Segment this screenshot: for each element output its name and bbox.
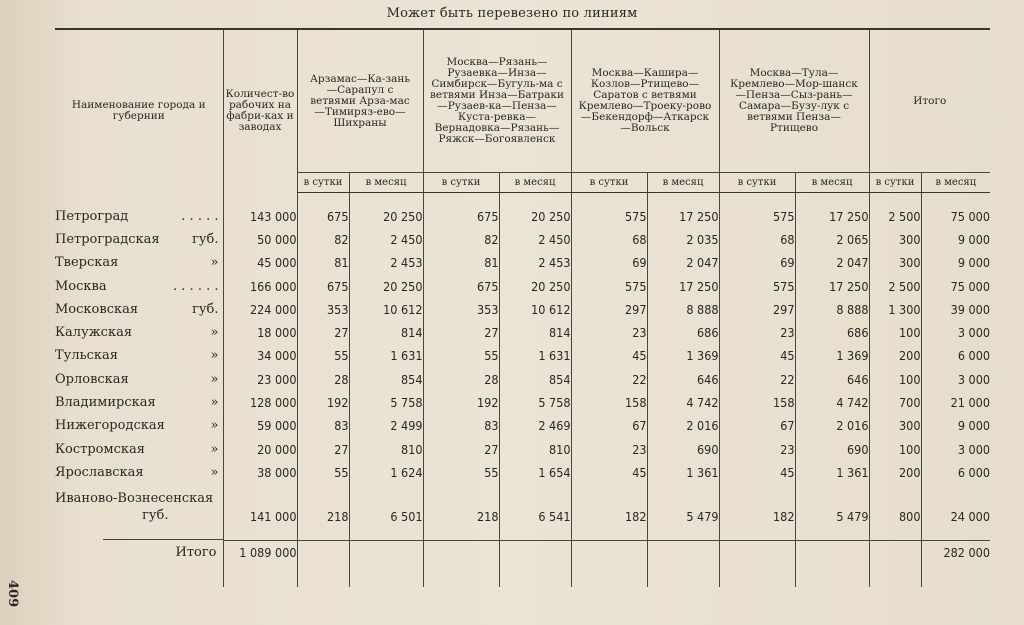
cell-value: 39 000	[921, 298, 990, 321]
cell-value: 100	[869, 437, 921, 460]
cell-value: 5 758	[349, 391, 423, 414]
cell-value: 854	[499, 368, 571, 391]
cell-value: 158	[571, 391, 647, 414]
cell-value: 3 000	[921, 368, 990, 391]
cell-value: 81	[423, 251, 499, 274]
cell-value: 575	[719, 274, 795, 297]
cell-value: 2 453	[499, 251, 571, 274]
row-name: Тверская »	[55, 255, 219, 271]
row-name: Московская губ.	[55, 301, 219, 317]
cell-value: 686	[795, 321, 869, 344]
cell-value: 75 000	[921, 205, 990, 228]
cell-value: 182	[571, 484, 647, 528]
table-row	[55, 461, 990, 484]
cell-value: 23	[719, 321, 795, 344]
row-name: Тульская »	[55, 348, 219, 364]
cell-value: 69	[719, 251, 795, 274]
table-body	[55, 205, 990, 485]
cell-value: 182	[719, 484, 795, 528]
cell-value: 17 250	[647, 274, 719, 297]
cell-value: 158	[719, 391, 795, 414]
cell-workers: 45 000	[223, 251, 297, 274]
subheader-per-day: в сутки	[571, 173, 647, 192]
cell-value: 2 047	[647, 251, 719, 274]
table-row	[55, 298, 990, 321]
cell-value: 21 000	[921, 391, 990, 414]
subheader-per-month: в месяц	[647, 173, 719, 192]
table-row	[55, 251, 990, 274]
cell-value: 17 250	[795, 205, 869, 228]
cell-value: 2 450	[349, 228, 423, 251]
freight-table	[55, 28, 990, 587]
page-number: 409	[5, 580, 20, 608]
cell-value: 1 654	[499, 461, 571, 484]
cell-value: 20 250	[499, 205, 571, 228]
cell-value: 8 888	[647, 298, 719, 321]
cell-value: 83	[297, 414, 349, 437]
total-workers: 1 089 000	[223, 541, 297, 588]
cell-value: 75 000	[921, 274, 990, 297]
table-row	[55, 484, 990, 528]
cell-value: 5 479	[647, 484, 719, 528]
cell-value: 27	[423, 321, 499, 344]
cell-value: 10 612	[349, 298, 423, 321]
header-total: Итого	[869, 30, 990, 173]
cell-value: 675	[297, 205, 349, 228]
cell-value: 5 758	[499, 391, 571, 414]
cell-value: 353	[423, 298, 499, 321]
row-name: Петроград . . . . .	[55, 208, 219, 224]
cell-value: 1 631	[499, 344, 571, 367]
cell-value: 83	[423, 414, 499, 437]
table-caption: Может быть перевезено по линиям	[386, 6, 638, 21]
cell-value: 1 300	[869, 298, 921, 321]
cell-value: 1 631	[349, 344, 423, 367]
cell-value: 218	[297, 484, 349, 528]
cell-value: 2 047	[795, 251, 869, 274]
table-row	[55, 344, 990, 367]
cell-value: 17 250	[647, 205, 719, 228]
cell-value: 814	[499, 321, 571, 344]
table-row	[55, 368, 990, 391]
cell-value: 68	[571, 228, 647, 251]
subheader-per-month: в месяц	[795, 173, 869, 192]
cell-value: 6 000	[921, 461, 990, 484]
cell-value: 2 453	[349, 251, 423, 274]
cell-value: 297	[571, 298, 647, 321]
cell-value: 55	[297, 461, 349, 484]
cell-value: 1 369	[795, 344, 869, 367]
table-row	[55, 437, 990, 460]
cell-value: 4 742	[795, 391, 869, 414]
cell-value: 686	[647, 321, 719, 344]
cell-value: 200	[869, 461, 921, 484]
cell-value: 67	[719, 414, 795, 437]
cell-value: 700	[869, 391, 921, 414]
cell-value: 192	[423, 391, 499, 414]
table-row	[55, 274, 990, 297]
cell-value: 82	[423, 228, 499, 251]
cell-value: 100	[869, 368, 921, 391]
cell-workers: 18 000	[223, 321, 297, 344]
cell-value: 9 000	[921, 251, 990, 274]
cell-workers: 224 000	[223, 298, 297, 321]
cell-value: 2 016	[647, 414, 719, 437]
subheader-per-day: в сутки	[423, 173, 499, 192]
header-workers: Количест-во рабочих на фабри-ках и заводах	[223, 30, 297, 192]
cell-value: 575	[571, 205, 647, 228]
cell-value: 27	[297, 437, 349, 460]
cell-value: 297	[719, 298, 795, 321]
cell-workers: 23 000	[223, 368, 297, 391]
total-label: Итого	[175, 544, 217, 560]
cell-value: 854	[349, 368, 423, 391]
cell-value: 810	[499, 437, 571, 460]
cell-workers: 166 000	[223, 274, 297, 297]
cell-value: 45	[571, 461, 647, 484]
total-row	[55, 541, 990, 588]
cell-value: 23	[571, 321, 647, 344]
cell-value: 810	[349, 437, 423, 460]
cell-value: 1 624	[349, 461, 423, 484]
cell-value: 55	[423, 461, 499, 484]
cell-value: 300	[869, 251, 921, 274]
cell-value: 55	[423, 344, 499, 367]
row-name: Орловская »	[55, 371, 219, 387]
cell-value: 646	[647, 368, 719, 391]
header-line-1: Арзамас—Ка-зань—Сарапул с ветвями Арза-мас—Тимиряз-ево—Шихраны	[297, 30, 423, 173]
cell-value: 20 250	[499, 274, 571, 297]
cell-value: 9 000	[921, 228, 990, 251]
cell-value: 67	[571, 414, 647, 437]
cell-value: 24 000	[921, 484, 990, 528]
cell-value: 218	[423, 484, 499, 528]
row-name: Костромская »	[55, 441, 219, 457]
cell-value: 17 250	[795, 274, 869, 297]
cell-value: 675	[423, 274, 499, 297]
cell-value: 690	[647, 437, 719, 460]
cell-value: 353	[297, 298, 349, 321]
row-name: Ярославская »	[55, 464, 219, 480]
cell-value: 100	[869, 321, 921, 344]
cell-value: 20 250	[349, 274, 423, 297]
subheader-per-day: в сутки	[869, 173, 921, 192]
cell-value: 6 541	[499, 484, 571, 528]
cell-value: 55	[297, 344, 349, 367]
cell-value: 9 000	[921, 414, 990, 437]
cell-value: 800	[869, 484, 921, 528]
cell-value: 6 000	[921, 344, 990, 367]
row-name: Петроградская губ.	[55, 231, 219, 247]
cell-value: 81	[297, 251, 349, 274]
cell-value: 575	[571, 274, 647, 297]
cell-value: 10 612	[499, 298, 571, 321]
row-name: Иваново-Вознесенская губ.	[55, 491, 214, 524]
cell-value: 22	[719, 368, 795, 391]
cell-value: 6 501	[349, 484, 423, 528]
cell-value: 28	[297, 368, 349, 391]
table-row	[55, 205, 990, 228]
cell-value: 814	[349, 321, 423, 344]
cell-workers: 143 000	[223, 205, 297, 228]
cell-value: 45	[719, 461, 795, 484]
cell-value: 82	[297, 228, 349, 251]
cell-value: 300	[869, 414, 921, 437]
cell-value: 2 450	[499, 228, 571, 251]
cell-value: 1 361	[795, 461, 869, 484]
cell-value: 22	[571, 368, 647, 391]
cell-value: 28	[423, 368, 499, 391]
cell-value: 8 888	[795, 298, 869, 321]
cell-value: 300	[869, 228, 921, 251]
cell-workers: 34 000	[223, 344, 297, 367]
subheader-per-day: в сутки	[297, 173, 349, 192]
cell-value: 23	[719, 437, 795, 460]
cell-value: 20 250	[349, 205, 423, 228]
header-row	[55, 30, 990, 173]
cell-value: 1 361	[647, 461, 719, 484]
cell-value: 27	[423, 437, 499, 460]
header-line-2: Москва—Рязань—Рузаевка—Инза—Симбирск—Бугуль-ма с ветвями Инза—Батраки—Рузаев-ка—Пенза—Куста-ревка—Вернадовка—Рязань—Ряжск—Богоявленск	[423, 30, 571, 173]
cell-value: 675	[423, 205, 499, 228]
total-month: 282 000	[921, 541, 990, 588]
table-row	[55, 321, 990, 344]
subheader-per-month: в месяц	[921, 173, 990, 192]
row-name: Москва . . . . . .	[55, 278, 219, 294]
cell-workers: 59 000	[223, 414, 297, 437]
header-line-3: Москва—Кашира—Козлов—Ртищево—Саратов с ветвями Кремлево—Троеку-рово—Бекендорф—Аткарск—Вольск	[571, 30, 719, 173]
cell-value: 2 500	[869, 205, 921, 228]
cell-value: 5 479	[795, 484, 869, 528]
cell-value: 45	[719, 344, 795, 367]
row-name: Калужская »	[55, 325, 219, 341]
row-name: Нижегородская »	[55, 418, 219, 434]
cell-value: 2 016	[795, 414, 869, 437]
cell-value: 646	[795, 368, 869, 391]
cell-value: 45	[571, 344, 647, 367]
cell-workers: 38 000	[223, 461, 297, 484]
cell-value: 2 469	[499, 414, 571, 437]
cell-value: 3 000	[921, 437, 990, 460]
cell-value: 69	[571, 251, 647, 274]
cell-value: 2 065	[795, 228, 869, 251]
header-line-4: Москва—Тула—Кремлево—Мор-шанск—Пенза—Сыз-рань—Самара—Бузу-лук с ветвями Пенза—Ртищево	[719, 30, 869, 173]
cell-value: 690	[795, 437, 869, 460]
cell-value: 4 742	[647, 391, 719, 414]
cell-value: 2 499	[349, 414, 423, 437]
cell-workers: 20 000	[223, 437, 297, 460]
subheader-per-month: в месяц	[499, 173, 571, 192]
table-row	[55, 391, 990, 414]
cell-value: 675	[297, 274, 349, 297]
cell-value: 27	[297, 321, 349, 344]
cell-value: 200	[869, 344, 921, 367]
table-row	[55, 414, 990, 437]
cell-workers: 141 000	[223, 484, 297, 528]
table-row	[55, 228, 990, 251]
cell-value: 23	[571, 437, 647, 460]
cell-workers: 128 000	[223, 391, 297, 414]
header-name: Наименование города и губернии	[71, 99, 206, 122]
cell-value: 1 369	[647, 344, 719, 367]
cell-value: 2 035	[647, 228, 719, 251]
row-name: Владимирская »	[55, 395, 219, 411]
cell-value: 2 500	[869, 274, 921, 297]
cell-value: 192	[297, 391, 349, 414]
cell-value: 3 000	[921, 321, 990, 344]
cell-value: 68	[719, 228, 795, 251]
cell-workers: 50 000	[223, 228, 297, 251]
subheader-per-month: в месяц	[349, 173, 423, 192]
cell-value: 575	[719, 205, 795, 228]
subheader-per-day: в сутки	[719, 173, 795, 192]
